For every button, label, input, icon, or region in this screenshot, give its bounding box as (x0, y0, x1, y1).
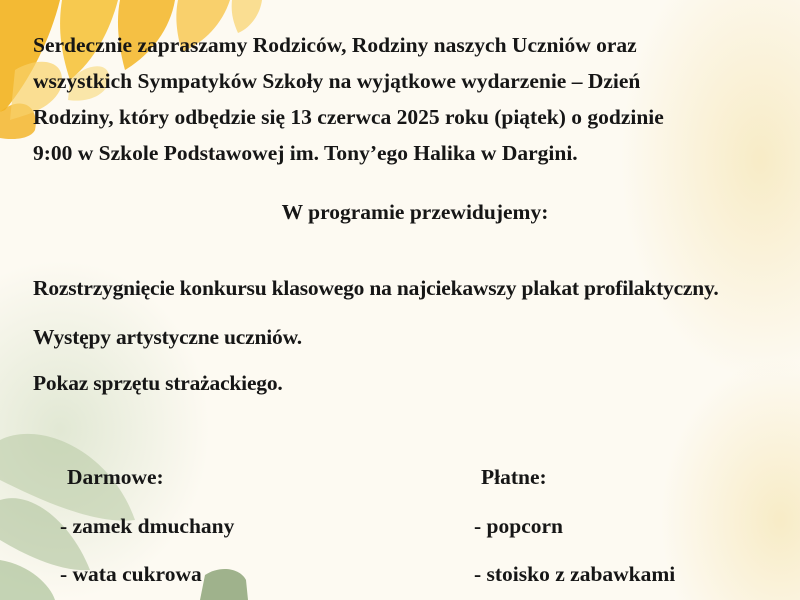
program-item: Rozstrzygnięcie konkursu klasowego na najciekawszy plakat profilaktyczny. (33, 276, 719, 300)
intro-line: 9:00 w Szkole Podstawowej im. Tony’ego Halika w Dargini. (33, 141, 578, 165)
program-item: Pokaz sprzętu strażackiego. (33, 371, 283, 395)
intro-line: Serdecznie zapraszamy Rodziców, Rodziny naszych Uczniów oraz (33, 33, 637, 57)
free-attraction-item: - wata cukrowa (60, 562, 202, 586)
paid-attraction-item: - popcorn (474, 514, 563, 538)
intro-line: Rodziny, który odbędzie się 13 czerwca 2025 roku (piątek) o godzinie (33, 105, 664, 129)
paid-attractions-heading: Płatne: (481, 465, 547, 489)
free-attractions-heading: Darmowe: (67, 465, 164, 489)
free-attraction-item: - zamek dmuchany (60, 514, 235, 538)
program-heading: W programie przewidujemy: (281, 200, 549, 224)
paid-attraction-item: - stoisko z zabawkami (474, 562, 676, 586)
program-item: Występy artystyczne uczniów. (33, 325, 302, 349)
intro-paragraph (33, 27, 664, 171)
intro-line: wszystkich Sympatyków Szkoły na wyjątkowe wydarzenie – Dzień (33, 69, 641, 93)
